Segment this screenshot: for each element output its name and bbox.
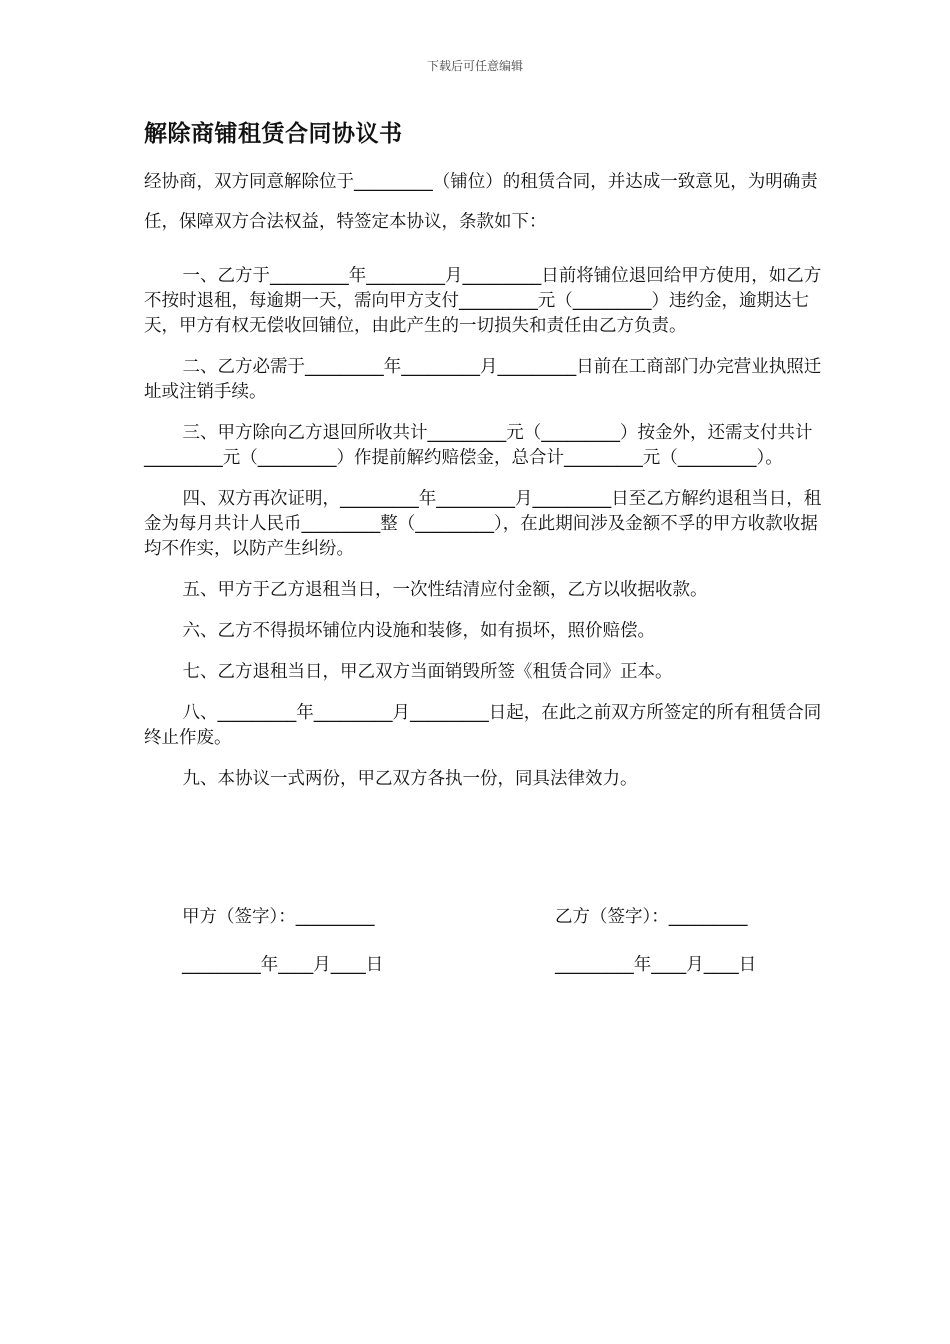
clause-1: 一、乙方于_________年_________月_________日前将铺位退回给甲方使用，如乙方不按时退租，每逾期一天，需向甲方支付_________元（_________）违约金，逾期达七天，甲方有权无偿收回铺位，由此产生的一切损失和责任由乙方负责。 [144,266,822,336]
clause-4: 四、双方再次证明，_________年_________月_________日至乙方解约退租当日，租金为每月共计人民币_________整（_________），在此期间涉及金额不孚的甲方收款收据均不作实，以防产生纠纷。 [144,489,822,559]
clause-2: 二、乙方必需于_________年_________月_________日前在工商部门办完营业执照迁址或注销手续。 [144,357,822,402]
clause-8: 八、_________年_________月_________日起，在此之前双方所签定的所有租赁合同终止作废。 [144,703,822,748]
header-note: 下载后可任意编辑 [426,59,523,73]
document-title: 解除商铺租赁合同协议书 [144,121,403,147]
clause-5: 五、甲方于乙方退租当日，一次性结清应付金额，乙方以收据收款。 [182,580,708,600]
clause-6: 六、乙方不得损坏铺位内设施和装修，如有损坏，照价赔偿。 [182,621,655,641]
document-body [144,162,824,792]
clause-3: 三、甲方除向乙方退回所收共计_________元（_________）按金外，还需支付共计_________元（_________）作提前解约赔偿金，总合计_________元（_________）。 [144,423,813,468]
party-a-date: _________年____月____日 [182,955,384,975]
intro-paragraph: 经协商，双方同意解除位于_________（铺位）的租赁合同，并达成一致意见，为明确责任，保障双方合法权益，特签定本协议，条款如下： [144,172,818,232]
party-a-signature: 甲方（签字）：_________ [182,907,375,927]
party-b-date: _________年____月____日 [555,955,757,975]
clause-9: 九、本协议一式两份，甲乙双方各执一份，同具法律效力。 [182,769,638,789]
clause-7: 七、乙方退租当日，甲乙双方当面销毁所签《租赁合同》正本。 [182,662,673,682]
party-b-signature: 乙方（签字）：_________ [555,907,748,927]
